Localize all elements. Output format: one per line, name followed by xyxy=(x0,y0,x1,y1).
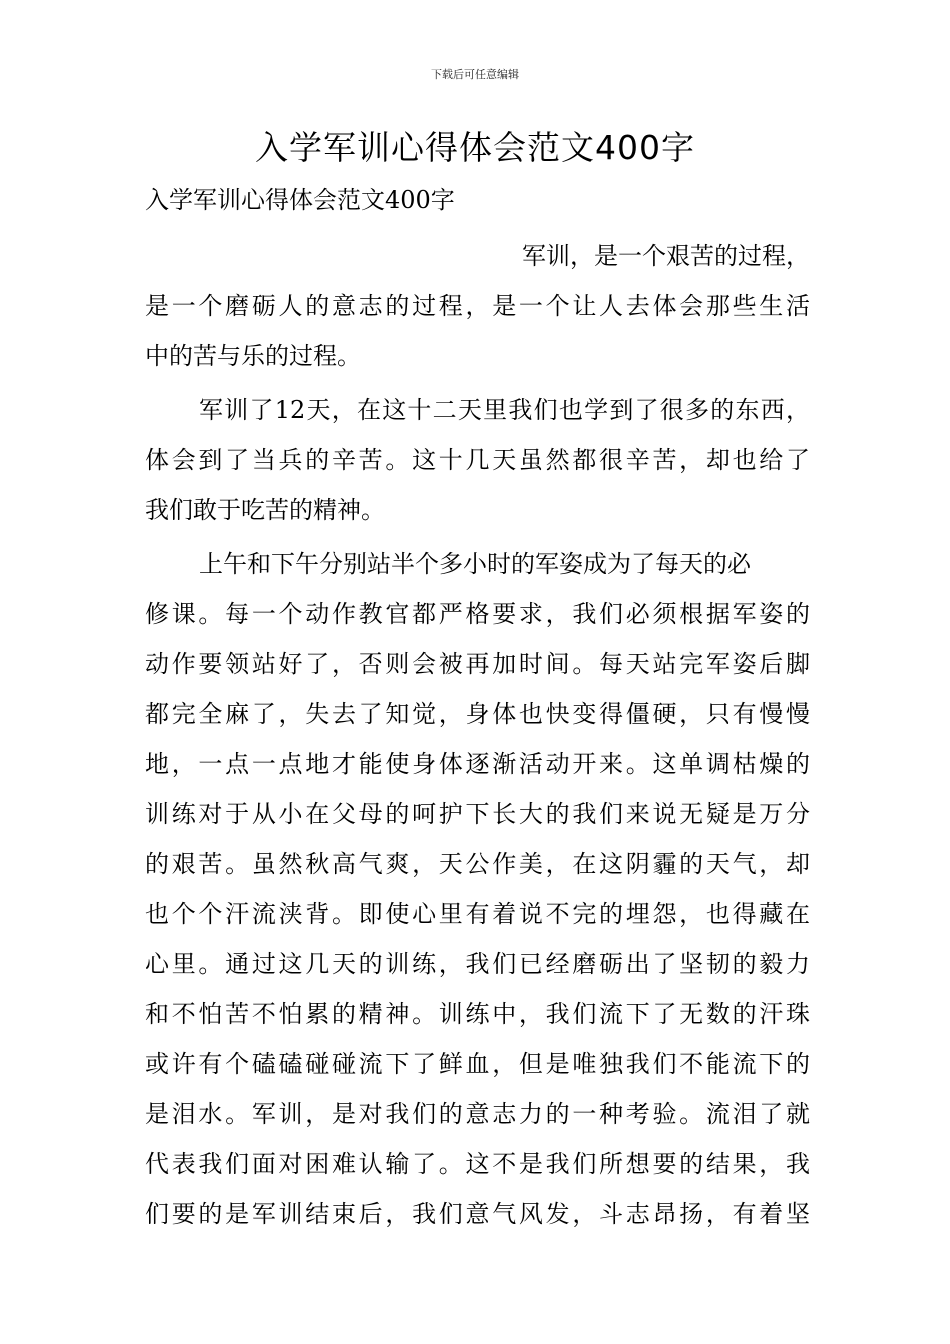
paragraph-line: 训练对于从小在父母的呵护下长大的我们来说无疑是万分 xyxy=(145,800,810,828)
paragraph-line: 修课。每一个动作教官都严格要求，我们必须根据军姿的 xyxy=(145,600,810,628)
paragraph-line: 地，一点一点地才能使身体逐渐活动开来。这单调枯燥的 xyxy=(145,750,810,778)
paragraph-line: 动作要领站好了，否则会被再加时间。每天站完军姿后脚 xyxy=(145,650,810,678)
paragraph-line: 们要的是军训结束后，我们意气风发，斗志昂扬，有着坚 xyxy=(145,1200,810,1228)
paragraph-line: 都完全麻了，失去了知觉，身体也快变得僵硬，只有慢慢 xyxy=(145,700,810,728)
paragraph-line: 体会到了当兵的辛苦。这十几天虽然都很辛苦，却也给了 xyxy=(145,446,810,474)
paragraph-line: 或许有个磕磕碰碰流下了鲜血，但是唯独我们不能流下的 xyxy=(145,1050,810,1078)
document-title: 入学军训心得体会范文400字 xyxy=(255,128,695,167)
paragraph-line: 是一个磨砺人的意志的过程，是一个让人去体会那些生活 xyxy=(145,292,810,320)
paragraph-line: 军训了12天，在这十二天里我们也学到了很多的东西， xyxy=(199,396,810,424)
paragraph-3 xyxy=(145,539,810,1239)
paragraph-line: 和不怕苦不怕累的精神。训练中，我们流下了无数的汗珠 xyxy=(145,1000,810,1028)
paragraph-1 xyxy=(145,231,810,381)
paragraph-line: 上午和下午分别站半个多小时的军姿成为了每天的必 xyxy=(199,550,751,578)
paragraph-line: 我们敢于吃苦的精神。 xyxy=(145,496,385,524)
paragraph-line: 中的苦与乐的过程。 xyxy=(145,342,361,370)
paragraph-line: 是泪水。军训，是对我们的意志力的一种考验。流泪了就 xyxy=(145,1100,810,1128)
paragraph-line: 心里。通过这几天的训练，我们已经磨砺出了坚韧的毅力 xyxy=(145,950,810,978)
paragraph-line: 代表我们面对困难认输了。这不是我们所想要的结果，我 xyxy=(145,1150,810,1178)
header-note: 下载后可任意编辑 xyxy=(431,68,519,81)
paragraph-line: 也个个汗流浃背。即使心里有着说不完的埋怨，也得藏在 xyxy=(145,900,810,928)
paragraph-line: 军训，是一个艰苦的过程， xyxy=(522,242,810,270)
paragraph-2 xyxy=(145,385,810,535)
paragraph-line: 的艰苦。虽然秋高气爽，天公作美，在这阴霾的天气，却 xyxy=(145,850,810,878)
document-subtitle: 入学军训心得体会范文400字 xyxy=(145,186,455,214)
document-body xyxy=(145,182,810,1243)
